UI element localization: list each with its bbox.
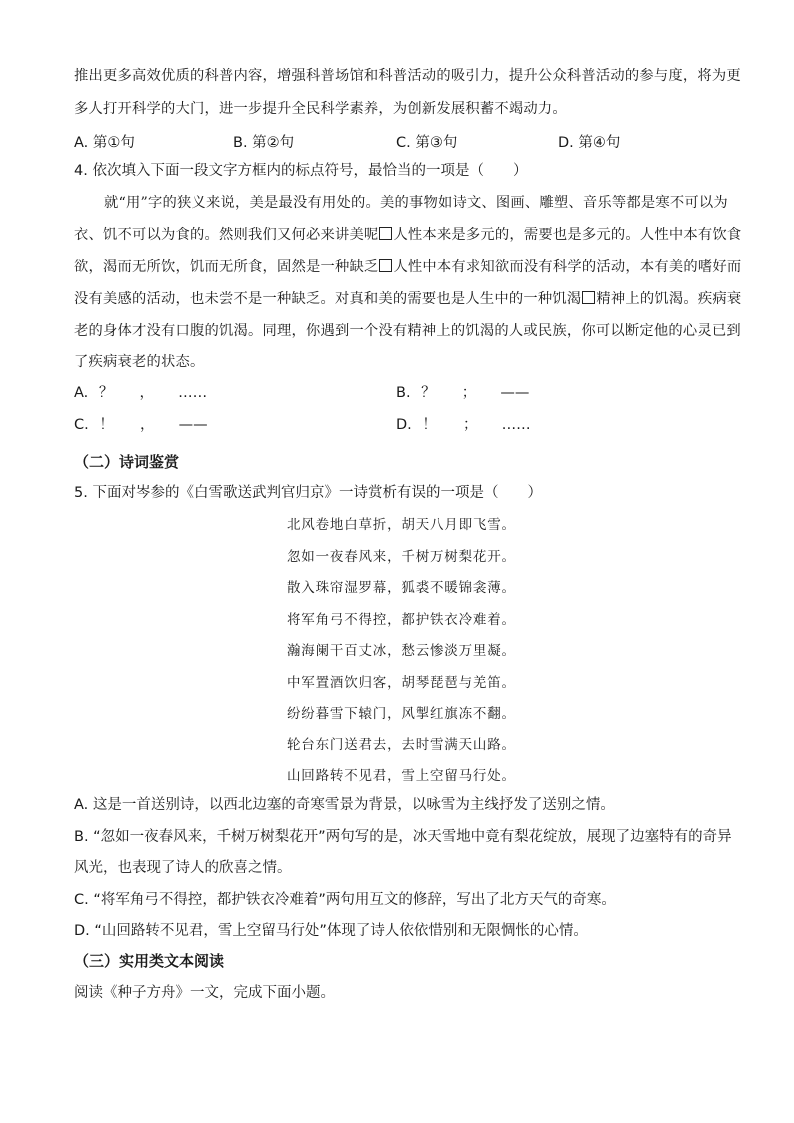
q4-passage-line-3-a: 欲，渴而无所饮，饥而无所食，固然是一种缺乏 bbox=[74, 259, 379, 275]
poem-line-7: 纷纷暮雪下辕门，风掣红旗冻不翻。 bbox=[287, 706, 516, 722]
q4-passage-line-2 bbox=[74, 225, 741, 245]
poem-line-9: 山回路转不见君，雪上空留马行处。 bbox=[287, 768, 516, 784]
q3-option-c[interactable]: C. 第③句 bbox=[396, 135, 458, 151]
q4-option-a-mark-3: …… bbox=[178, 385, 208, 401]
q4-option-d-mark-2: ； bbox=[463, 417, 478, 433]
poem-line-5: 瀚海阑干百丈冰，愁云惨淡万里凝。 bbox=[287, 643, 516, 659]
poem-line-4: 将军角弓不得控，都护铁衣冷难着。 bbox=[287, 612, 516, 628]
q4-option-d-label: D. bbox=[396, 417, 412, 433]
q4-option-c-mark-3: —— bbox=[178, 417, 208, 433]
q4-passage-line-4-a: 没有美感的活动，也未尝不是一种缺乏。对真和美的需要也是人生中的一种饥渴 bbox=[74, 291, 582, 307]
poem-line-1: 北风卷地白草折，胡天八月即飞雪。 bbox=[287, 517, 516, 533]
q5-stem: 5. 下面对岑参的《白雪歌送武判官归京》一诗赏析有误的一项是（ ） bbox=[74, 485, 542, 501]
q4-option-d[interactable] bbox=[396, 413, 531, 434]
q4-passage-line-4-b: 精神上的饥渴。疾病衰 bbox=[596, 291, 742, 307]
q4-option-b-mark-2: ； bbox=[461, 385, 477, 401]
q5-option-c[interactable]: C. “将军角弓不得控，都护铁衣冷难着”两句用互文的修辞，写出了北方天气的奇寒。 bbox=[74, 892, 616, 908]
q4-option-b-mark-3: —— bbox=[500, 385, 530, 401]
q4-passage-line-1: 就“用”字的狭义来说，美是最没有用处的。美的事物如诗文、图画、雕塑、音乐等都是寒不可以为 bbox=[104, 195, 728, 211]
punctuation-blank-box-3 bbox=[582, 291, 595, 304]
reading-intro: 阅读《种子方舟》一文，完成下面小题。 bbox=[74, 985, 335, 1001]
q4-option-c-label: C. bbox=[74, 417, 89, 433]
q4-stem: 4. 依次填入下面一段文字方框内的标点符号，最恰当的一项是（ ） bbox=[74, 163, 528, 179]
q3-option-d[interactable]: D. 第④句 bbox=[558, 135, 621, 151]
section-heading-practical-reading: （三）实用类文本阅读 bbox=[74, 952, 225, 970]
punctuation-blank-box-2 bbox=[379, 259, 392, 272]
q5-option-b-line-2: 风光，也表现了诗人的欣喜之情。 bbox=[74, 860, 292, 876]
q4-passage-line-2-a: 衣、饥不可以为食的。然则我们又何必来讲美呢 bbox=[74, 227, 379, 243]
q3-text-line-2: 多人打开科学的大门，进一步提升全民科学素养，为创新发展积蓄不竭动力。 bbox=[74, 101, 567, 117]
q4-passage-line-6: 了疾病衰老的状态。 bbox=[74, 354, 205, 370]
q4-option-c-mark-2: ， bbox=[139, 417, 155, 433]
q4-option-d-mark-3: …… bbox=[501, 417, 531, 433]
q4-option-c-mark-1: ！ bbox=[99, 417, 114, 433]
poem-line-3: 散入珠帘湿罗幕，狐裘不暖锦衾薄。 bbox=[287, 580, 516, 596]
q4-passage-line-3 bbox=[74, 257, 741, 277]
q4-option-d-mark-1: ！ bbox=[422, 417, 437, 433]
q3-option-b[interactable]: B. 第②句 bbox=[233, 135, 295, 151]
poem-line-2: 忽如一夜春风来，千树万树梨花开。 bbox=[287, 549, 516, 565]
q4-option-a-label: A. bbox=[74, 385, 89, 401]
q4-option-b[interactable] bbox=[396, 381, 529, 402]
q4-option-b-label: B. bbox=[396, 385, 411, 401]
punctuation-blank-box-1 bbox=[379, 227, 392, 240]
q4-option-b-mark-1: ？ bbox=[421, 385, 436, 401]
q5-option-b-line-1[interactable]: B. “忽如一夜春风来，千树万树梨花开”两句写的是，冰天雪地中竟有梨花绽放，展现了边塞特有的奇异 bbox=[74, 829, 732, 845]
q3-option-a[interactable]: A. 第①句 bbox=[74, 135, 135, 151]
section-heading-poetry: （二）诗词鉴赏 bbox=[74, 453, 180, 471]
q5-option-d[interactable]: D. “山回路转不见君，雪上空留马行处”体现了诗人依依惜别和无限惆怅的心情。 bbox=[74, 923, 588, 939]
q4-passage-line-3-b: 人性中本有求知欲而没有科学的活动，本有美的嗜好而 bbox=[393, 259, 742, 275]
q4-option-a-mark-2: ， bbox=[139, 385, 154, 401]
poem-line-6: 中军置酒饮归客，胡琴琵琶与羌笛。 bbox=[287, 675, 516, 691]
q4-passage-line-5: 老的身体才没有口腹的饥渴。同理，你遇到一个没有精神上的饥渴的人或民族，你可以断定他的心灵已到 bbox=[74, 323, 741, 339]
q4-passage-line-4 bbox=[74, 289, 741, 309]
q4-option-c[interactable] bbox=[74, 413, 208, 434]
poem-line-8: 轮台东门送君去，去时雪满天山路。 bbox=[287, 737, 516, 753]
q4-option-a[interactable] bbox=[74, 381, 207, 402]
q5-option-a[interactable]: A. 这是一首送别诗，以西北边塞的奇寒雪景为背景，以咏雪为主线抒发了送别之情。 bbox=[74, 797, 615, 813]
q4-option-a-mark-1: ？ bbox=[98, 385, 114, 401]
q3-text-line-1: 推出更多高效优质的科普内容，增强科普场馆和科普活动的吸引力，提升公众科普活动的参与度，将为更 bbox=[74, 68, 741, 84]
q4-passage-line-2-b: 人性本来是多元的，需要也是多元的。人性中本有饮食 bbox=[393, 227, 742, 243]
